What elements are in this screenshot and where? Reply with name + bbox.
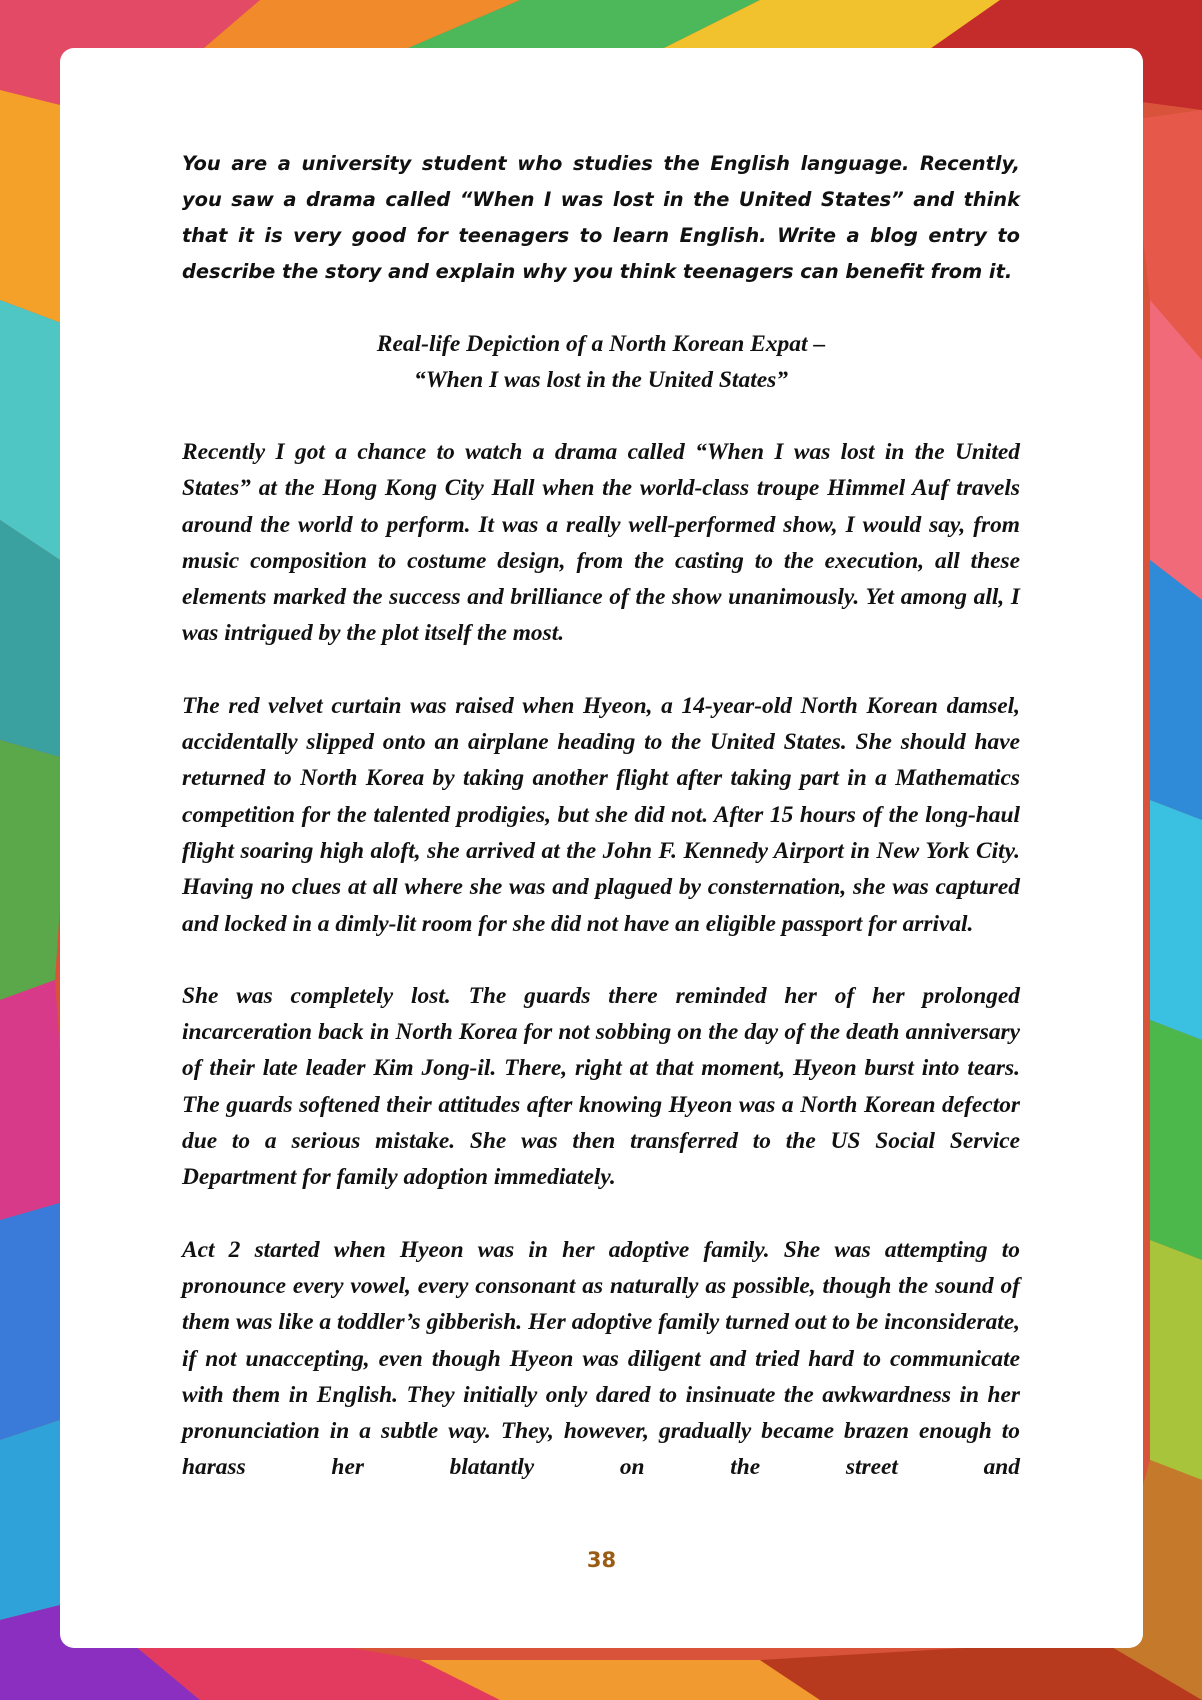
writing-prompt: You are a university student who studies the English language. Recently, you saw a drama called “When I was lost in the United States” and think that it is very good for teenagers to learn English. Write a blog entry to describe the story and explain why you think teenagers can benefit from it.	[182, 152, 1020, 283]
document-page	[60, 48, 1143, 1648]
blog-paragraph-4: Act 2 started when Hyeon was in her adoptive family. She was attempting to pronounce every vowel, every consonant as naturally as possible, though the sound of them was like a toddler’s gibberish. Her adoptive family turned out to be inconsiderate, if not unaccepting, even though Hyeon was diligent and tried hard to communicate with them in English. They initially only dared to insinuate the awkwardness in her pronunciation in a subtle way. They, however, gradually became brazen enough to harass her blatantly on the street and	[182, 1236, 1020, 1481]
blog-title	[182, 326, 1020, 398]
page-content	[182, 146, 1020, 1486]
blog-title-line-1: Real-life Depiction of a North Korean Expat –	[376, 331, 826, 357]
blog-title-line-2: “When I was lost in the United States”	[413, 367, 789, 393]
blog-paragraph-1: Recently I got a chance to watch a drama called “When I was lost in the United States” at the Hong Kong City Hall when the world-class troupe Himmel Auf travels around the world to perform. It was a really well-performed show, I would say, from music composition to costume design, from the casting to the execution, all these elements marked the success and brilliance of the show unanimously. Yet among all, I was intrigued by the plot itself the most.	[182, 439, 1020, 647]
blog-paragraph-2: The red velvet curtain was raised when Hyeon, a 14-year-old North Korean damsel, accidentally slipped onto an airplane heading to the United States. She should have returned to North Korea by taking another flight after taking part in a Mathematics competition for the talented prodigies, but she did not. After 15 hours of the long-haul flight soaring high aloft, she arrived at the John F. Kennedy Airport in New York City. Having no clues at all where she was and plagued by consternation, she was captured and locked in a dimly-lit room for she did not have an eligible passport for arrival.	[182, 692, 1020, 937]
blog-paragraph-3: She was completely lost. The guards there reminded her of her prolonged incarceration back in North Korea for not sobbing on the day of the death anniversary of their late leader Kim Jong-il. There, right at that moment, Hyeon burst into tears. The guards softened their attitudes after knowing Hyeon was a North Korean defector due to a serious mistake. She was then transferred to the US Social Service Department for family adoption immediately.	[182, 982, 1020, 1191]
page-number: 38	[586, 1548, 617, 1572]
